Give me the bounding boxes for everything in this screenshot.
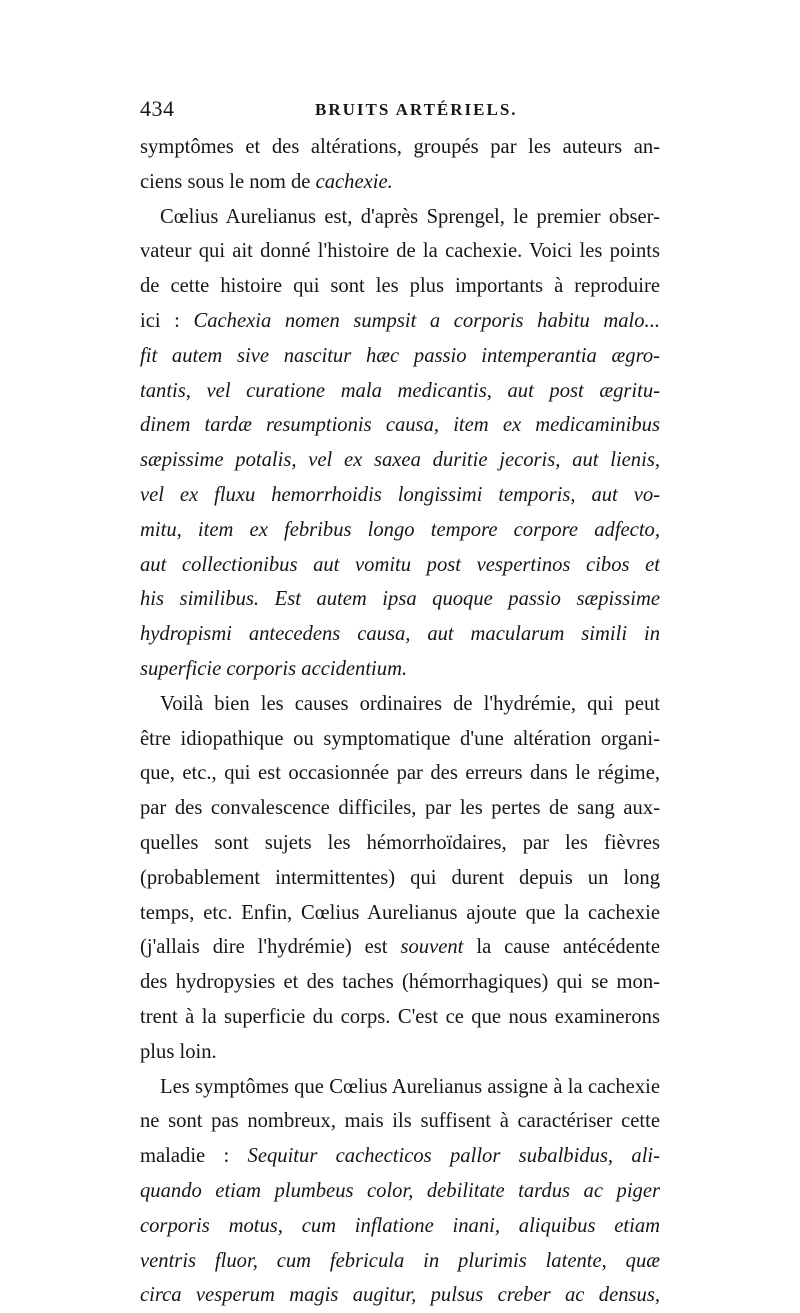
latin-quote-line: superficie corporis accidentium. bbox=[140, 657, 408, 680]
latin-quote: Cachexia nomen sumpsit a corporis habitu malo... bbox=[193, 309, 660, 332]
latin-quote-line: fit autem sive nascitur hæc passio intemperantia ægro- bbox=[140, 344, 660, 367]
text-line: (probablement intermittentes) qui durent depuis un long bbox=[140, 866, 660, 889]
text-line bbox=[140, 304, 660, 339]
text-line: vateur qui ait donné l'histoire de la cachexie. Voici les points bbox=[140, 240, 660, 263]
text-line: Cœlius Aurelianus est, d'après Sprengel, le premier obser- bbox=[160, 205, 660, 228]
latin-quote-line: his similibus. Est autem ipsa quoque passio sæpissime bbox=[140, 588, 660, 611]
text-line: trent à la superficie du corps. C'est ce que nous examinerons bbox=[140, 1005, 660, 1028]
latin-quote-line: hydropismi antecedens causa, aut macularum simili in bbox=[140, 623, 660, 646]
text-line: ne sont pas nombreux, mais ils suffisent à caractériser cette bbox=[140, 1110, 660, 1133]
text-line: que, etc., qui est occasionnée par des erreurs dans le régime, bbox=[140, 762, 660, 785]
text-segment: maladie : bbox=[140, 1145, 230, 1168]
text-line: Les symptômes que Cœlius Aurelianus assigne à la cachexie bbox=[160, 1075, 660, 1098]
latin-quote-line: circa vesperum magis augitur, pulsus creber ac densus, bbox=[140, 1284, 660, 1307]
latin-quote-line: corporis motus, cum inflatione inani, aliquibus etiam bbox=[140, 1214, 660, 1237]
text-line: quelles sont sujets les hémorrhoïdaires, par les fièvres bbox=[140, 831, 660, 854]
text-line: symptômes et des altérations, groupés par les auteurs an- bbox=[140, 136, 660, 158]
text-line: plus loin. bbox=[140, 1040, 217, 1063]
text-line bbox=[140, 1139, 660, 1174]
text-segment: ciens sous le nom de bbox=[140, 170, 311, 193]
text-line bbox=[140, 165, 660, 200]
latin-quote-line: quando etiam plumbeus color, debilitate tardus ac piger bbox=[140, 1179, 660, 1202]
latin-quote-line: aut collectionibus aut vomitu post vespertinos cibos et bbox=[140, 553, 660, 576]
text-line bbox=[140, 930, 660, 965]
text-segment: ici : bbox=[140, 309, 180, 332]
text-line: être idiopathique ou symptomatique d'une altération organi- bbox=[140, 727, 660, 750]
text-line: par des convalescence difficiles, par les pertes de sang aux- bbox=[140, 797, 660, 820]
running-head: BRUITS ARTÉRIELS. bbox=[315, 100, 518, 119]
italic-term: souvent bbox=[400, 936, 464, 959]
page-header bbox=[140, 96, 660, 126]
latin-quote: Sequitur cachecticos pallor subalbidus, ali- bbox=[247, 1145, 660, 1168]
italic-term: cachexie. bbox=[315, 170, 393, 193]
latin-quote-line: mitu, item ex febribus longo tempore corpore adfecto, bbox=[140, 518, 660, 541]
page-number: 434 bbox=[140, 96, 175, 121]
latin-quote-line: tantis, vel curatione mala medicantis, aut post ægritu- bbox=[140, 379, 660, 402]
latin-quote-line: vel ex fluxu hemorrhoidis longissimi temporis, aut vo- bbox=[140, 483, 660, 506]
text-line: temps, etc. Enfin, Cœlius Aurelianus ajoute que la cachexie bbox=[140, 901, 660, 924]
body-text bbox=[140, 130, 660, 1313]
latin-quote-line: sæpissime potalis, vel ex saxea duritie jecoris, aut lienis, bbox=[140, 449, 660, 472]
text-line: des hydropysies et des taches (hémorrhagiques) qui se mon- bbox=[140, 971, 660, 994]
text-line: de cette histoire qui sont les plus importants à reproduire bbox=[140, 275, 660, 298]
latin-quote-line: ventris fluor, cum febricula in plurimis latente, quæ bbox=[140, 1249, 660, 1272]
text-segment: (j'allais dire l'hydrémie) est bbox=[140, 936, 388, 959]
latin-quote-line: dinem tardæ resumptionis causa, item ex medicaminibus bbox=[140, 414, 660, 437]
text-segment: la cause antécédente bbox=[476, 936, 660, 959]
text-line: Voilà bien les causes ordinaires de l'hydrémie, qui peut bbox=[160, 692, 660, 715]
